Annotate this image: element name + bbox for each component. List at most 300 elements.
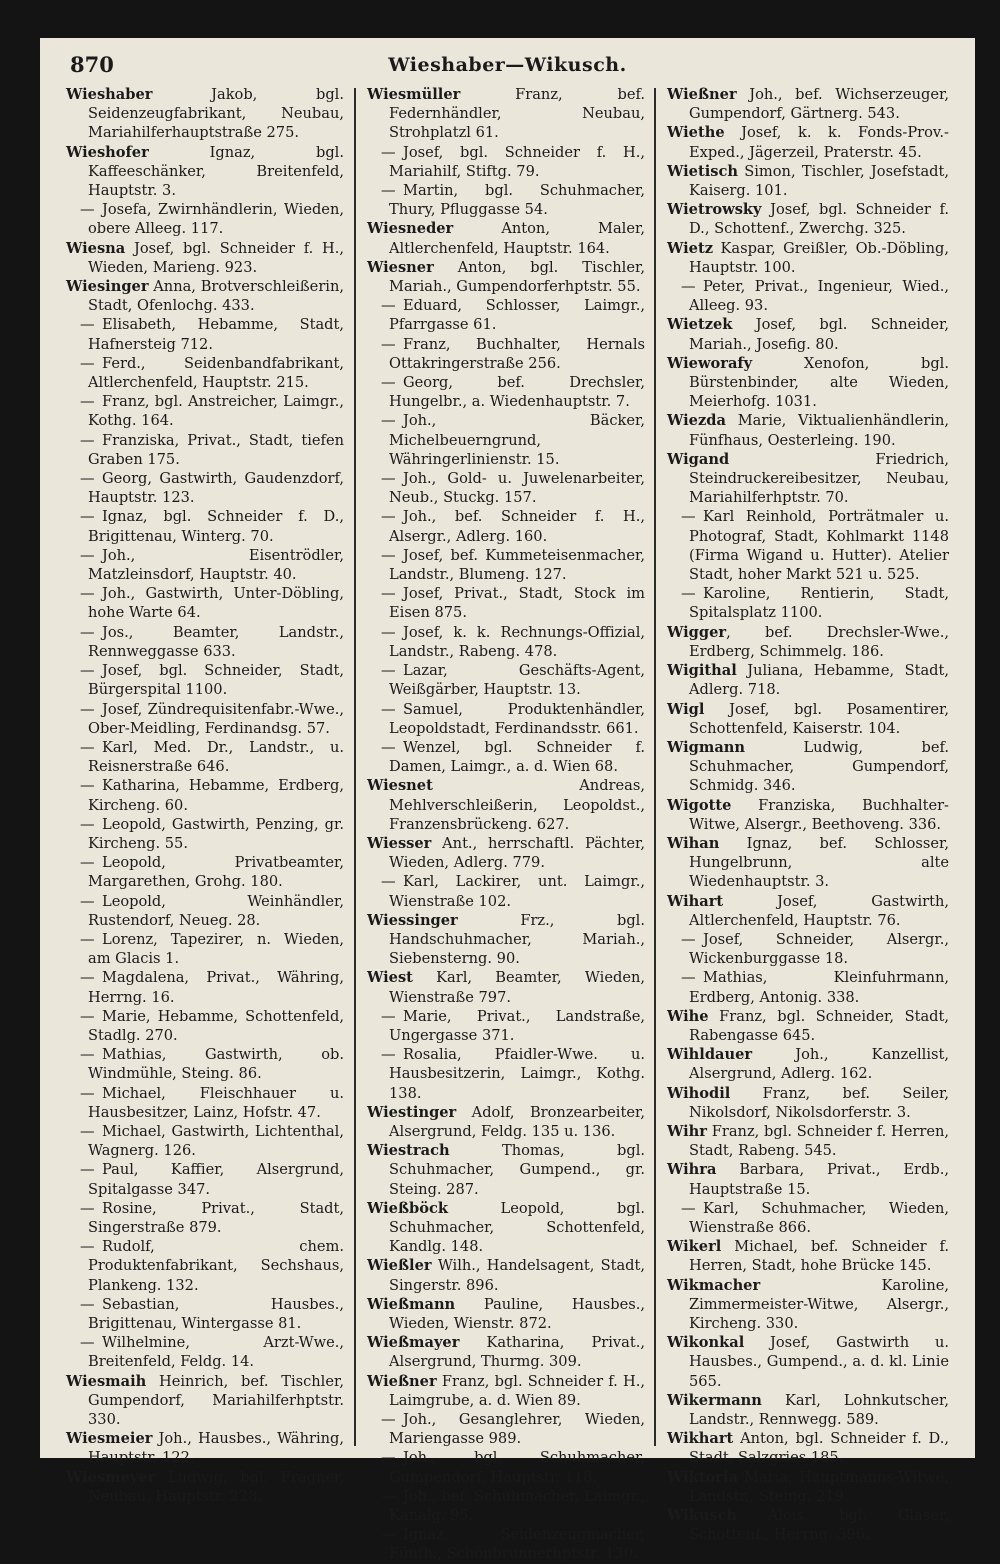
directory-entry [66,239,344,277]
entry-details: Joh., bef. Schneider f. H., Alsergr., Adlerg. 160. [389,508,645,545]
ditto-dash: — [80,393,95,411]
entry-details: Anton, bgl. Schneider f. D., Stadt, Salzgries 185. [689,1430,949,1467]
entry-details: Marie, Privat., Landstraße, Ungergasse 371. [389,1007,645,1044]
entry-surname: Wießner [667,86,737,103]
ditto-dash: — [80,930,95,948]
entry-surname: Wigmann [667,738,745,756]
directory-subentry [66,1122,344,1160]
entry-details: Paul, Kaffier, Alsergrund, Spitalgasse 347. [88,1161,344,1198]
entry-details: Josef, Privat., Stadt, Stock im Eisen 875. [389,585,645,622]
entry-surname: Wieshaber [66,86,153,103]
entry-surname: Wigotte [667,796,732,814]
directory-subentry [367,1525,645,1563]
directory-entry [367,1199,645,1257]
entry-details: Jos., Beamter, Landstr., Rennweggasse 633. [88,623,344,660]
directory-entry [667,123,949,161]
ditto-dash: — [381,1411,396,1429]
entry-surname: Wieshofer [66,143,149,161]
entry-surname: Wiesneder [367,220,454,238]
directory-entry [66,85,344,143]
entry-details: Elisabeth, Hebamme, Stadt, Hafnersteig 712. [88,316,344,353]
directory-entry [66,1372,344,1430]
directory-subentry [66,546,344,584]
entry-surname: Wigithal [667,662,737,680]
entry-surname: Wiesmüller [367,86,461,103]
entry-details: Franz, Buchhalter, Hernals Ottakringerstraße 256. [389,335,645,372]
directory-subentry [667,277,949,315]
entry-details: Joh., Hausbes., Währing, Hauptstr. 122. [88,1430,344,1467]
directory-subentry [667,968,949,1006]
directory-subentry [66,1237,344,1295]
directory-entry [667,623,949,661]
directory-entry [667,738,949,796]
entry-details: Franziska, Privat., Stadt, tiefen Graben 175. [88,431,344,468]
entry-details: Karoline, Rentierin, Stadt, Spitalsplatz 1100. [689,585,949,622]
ditto-dash: — [681,930,696,948]
entry-details: Joh., Kanzellist, Alsergrund, Adlerg. 162. [689,1046,949,1083]
entry-surname: Wihodil [667,1084,731,1102]
ditto-dash: — [80,508,95,526]
directory-subentry [66,700,344,738]
entry-details: Friedrich, Steindruckereibesitzer, Neubau, Mariahilferhptstr. 70. [689,450,949,507]
entry-details: Josef, bgl. Schneider, Mariah., Josefig. 80. [689,316,949,353]
entry-details: Anna, Brotverschleißerin, Stadt, Ofenlochg. 433. [88,278,344,315]
directory-entry [367,1141,645,1199]
entry-details: Joh., Gastwirth, Unter-Döbling, hohe Warte 64. [88,585,344,622]
ditto-dash: — [80,815,95,833]
entry-details: Adolf, Bronzearbeiter, Alsergrund, Feldg. 135 u. 136. [389,1103,645,1140]
directory-entry [667,1007,949,1045]
entry-surname: Wießmayer [367,1334,460,1352]
entry-details: Josef, Gastwirth, Altlerchenfeld, Hauptstr. 76. [689,892,949,929]
entry-details: Xenofon, bgl. Bürstenbinder, alte Wieden, Meierhofg. 1031. [689,354,949,411]
entry-surname: Wihr [667,1122,707,1140]
ditto-dash: — [80,1334,95,1352]
entry-details: Alois, bgl. Glaser, Schottenf., Herrng. 396. [689,1507,949,1544]
directory-entry [667,892,949,930]
entry-details: Jakob, bgl. Seidenzeugfabrikant, Neubau, Mariahilferhauptstraße 275. [88,86,344,142]
directory-subentry [667,584,949,622]
directory-entry [667,700,949,738]
entry-surname: Wiktoria [667,1468,738,1486]
directory-entry [66,1468,344,1506]
entry-surname: Wigger [667,623,727,641]
entry-details: Franz, bgl. Schneider, Stadt, Rabengasse 645. [689,1007,949,1044]
entry-details: Katharina, Privat., Alsergrund, Thurmg. 309. [389,1334,645,1371]
entry-details: Peter, Privat., Ingenieur, Wied., Alleeg. 93. [689,278,949,315]
directory-entry [667,354,949,412]
ditto-dash: — [80,1199,95,1217]
directory-subentry [66,354,344,392]
directory-entry [667,796,949,834]
entry-details: Katharina, Hebamme, Erdberg, Kircheng. 60. [88,777,344,814]
ditto-dash: — [381,470,396,488]
directory-page [40,38,975,1563]
directory-subentry [66,930,344,968]
entry-details: Rosine, Privat., Stadt, Singerstraße 879. [88,1199,344,1236]
directory-entry [367,1372,645,1410]
directory-subentry [367,296,645,334]
entry-details: Franz, bgl. Schneider f. Herren, Stadt, Rabeng. 545. [689,1122,949,1160]
entry-details: Juliana, Hebamme, Stadt, Adlerg. 718. [689,662,949,699]
entry-surname: Wiezda [667,412,726,430]
entry-details: Ferd., Seidenbandfabrikant, Altlerchenfeld, Hauptstr. 215. [88,354,344,392]
entry-details: Josef, bgl. Schneider, Stadt, Bürgerspital 1100. [88,662,344,699]
entry-surname: Wießböck [367,1199,448,1217]
ditto-dash: — [80,738,95,756]
directory-entry [667,1084,949,1122]
directory-subentry [367,584,645,622]
entry-details: Marie, Viktualienhändlerin, Fünfhaus, Oesterleing. 190. [689,412,949,449]
entry-details: Rudolf, chem. Produktenfabrikant, Sechshaus, Plankeng. 132. [88,1238,344,1294]
directory-entry [367,1103,645,1141]
ditto-dash: — [381,662,396,680]
ditto-dash: — [381,1526,396,1544]
entry-details: Karl, Med. Dr., Landstr., u. Reisnerstraße 646. [88,738,344,776]
entry-details: Ludwig, bgl. Fragner, Neubau, Hauptstr. 228. [88,1468,344,1505]
directory-subentry [367,507,645,545]
directory-entry [667,1391,949,1429]
entry-details: Ignaz, bgl. Kaffeeschänker, Breitenfeld, Hauptstr. 3. [88,143,344,200]
directory-entry [667,1429,949,1467]
entry-surname: Wiesmeier [66,1430,153,1448]
entry-surname: Wigl [667,700,705,718]
entry-details: Frz., bgl. Handschuhmacher, Mariah., Siebensterng. 90. [389,911,645,968]
ditto-dash: — [381,623,396,641]
directory-subentry [367,373,645,411]
entry-surname: Wihart [667,892,724,910]
entry-details: Joh., Gold- u. Juwelenarbeiter, Neub., Stuckg. 157. [389,470,645,507]
column-1 [66,85,344,1505]
ditto-dash: — [381,700,396,718]
directory-entry [667,1160,949,1198]
ditto-dash: — [80,354,95,372]
directory-entry [667,1237,949,1275]
entry-details: Leopold, Gastwirth, Penzing, gr. Kircheng. 55. [88,815,344,852]
entry-details: Joh., bef. Wichserzeuger, Gumpendorf, Gärtnerg. 543. [689,86,949,123]
entry-details: Mathias, Kleinfuhrmann, Erdberg, Antonig. 338. [689,969,949,1006]
ditto-dash: — [381,1046,396,1064]
entry-details: Joh., bgl. Schuhmacher, Gumpendorf, Hauptstr. 118. [389,1449,645,1486]
directory-subentry [367,1410,645,1448]
directory-subentry [367,661,645,699]
directory-entry [667,411,949,449]
ditto-dash: — [381,412,396,430]
ditto-dash: — [80,1046,95,1064]
column-2 [367,85,645,1563]
entry-details: Joh., Gesanglehrer, Wieden, Mariengasse 989. [389,1411,645,1448]
entry-surname: Wieworafy [667,354,753,372]
ditto-dash: — [80,1161,95,1179]
directory-entry [667,315,949,353]
ditto-dash: — [381,374,396,392]
directory-subentry [66,584,344,622]
ditto-dash: — [80,662,95,680]
entry-surname: Wiesmaih [66,1372,147,1390]
directory-entry [667,1122,949,1160]
directory-entry [367,911,645,969]
directory-subentry [367,623,645,661]
ditto-dash: — [381,585,396,603]
entry-details: Ludwig, bef. Schuhmacher, Gumpendorf, Schmidg. 346. [689,738,949,795]
entry-details: Lazar, Geschäfts-Agent, Weißgärber, Hauptstr. 13. [389,662,645,699]
ditto-dash: — [381,873,396,891]
entry-surname: Wikerl [667,1238,722,1256]
directory-subentry [66,661,344,699]
entry-details: Leopold, bgl. Schuhmacher, Schottenfeld, Kandlg. 148. [389,1199,645,1256]
entry-details: Kaspar, Greißler, Ob.-Döbling, Hauptstr. 100. [689,239,949,276]
directory-subentry [367,1007,645,1045]
entry-details: Franz, bef. Federnhändler, Neubau, Strohplatzl 61. [389,86,645,142]
ditto-dash: — [681,969,696,987]
entry-details: Simon, Tischler, Josefstadt, Kaiserg. 101. [689,162,949,200]
directory-subentry [66,1084,344,1122]
entry-details: Pauline, Hausbes., Wieden, Wienstr. 872. [389,1295,645,1332]
entry-surname: Wigand [667,450,730,468]
directory-subentry [66,1045,344,1083]
entry-details: Josefa, Zwirnhändlerin, Wieden, obere Alleeg. 117. [88,201,344,238]
page-number: 870 [70,52,114,77]
entry-details: Wenzel, bgl. Schneider f. Damen, Laimgr., a. d. Wien 68. [389,738,645,776]
entry-surname: Wikermann [667,1391,762,1409]
entry-details: Thomas, bgl. Schuhmacher, Gumpend., gr. Steing. 287. [389,1142,645,1198]
directory-subentry [367,411,645,469]
ditto-dash: — [80,470,95,488]
directory-subentry [367,181,645,219]
ditto-dash: — [381,1007,396,1025]
entry-details: Karl, Schuhmacher, Wieden, Wienstraße 866. [689,1199,949,1236]
ditto-dash: — [80,316,95,334]
entry-surname: Wiesmeyer [66,1468,156,1486]
directory-entry [66,277,344,315]
entry-details: Josef, Gastwirth u. Hausbes., Gumpend., a. d. kl. Linie 565. [689,1334,949,1390]
entry-details: Franz, bgl. Anstreicher, Laimgr., Kothg. 164. [88,393,344,430]
entry-details: Franziska, Buchhalter-Witwe, Alsergr., Beethoveng. 336. [689,796,949,833]
page-title: Wieshaber—Wikusch. [388,54,627,76]
ditto-dash: — [80,585,95,603]
directory-subentry [66,315,344,353]
entry-details: Karoline, Zimmermeister-Witwe, Alsergr., Kircheng. 330. [689,1276,949,1332]
entry-details: Ignaz, Seidenzeugmacher, Fünfh., Schönbrunnerhptstr. 130. [389,1526,645,1563]
directory-subentry [367,335,645,373]
directory-subentry [66,968,344,1006]
entry-details: Barbara, Privat., Erdb., Hauptstraße 15. [689,1161,949,1198]
directory-subentry [66,392,344,430]
directory-subentry [367,1448,645,1486]
directory-subentry [667,930,949,968]
ditto-dash: — [80,201,95,219]
entry-surname: Wihldauer [667,1046,753,1064]
directory-entry [367,1295,645,1333]
entry-surname: Wihra [667,1161,717,1179]
directory-subentry [367,469,645,507]
ditto-dash: — [381,508,396,526]
entry-surname: Wikhart [667,1430,734,1448]
directory-subentry [667,1199,949,1237]
entry-surname: Wikonkal [667,1334,745,1352]
entry-surname: Wihan [667,834,720,852]
directory-subentry [66,1007,344,1045]
column-divider [354,88,356,1446]
entry-details: Franz, bef. Seiler, Nikolsdorf, Nikolsdorferstr. 3. [689,1084,949,1121]
directory-subentry [66,1333,344,1371]
entry-details: Samuel, Produktenhändler, Leopoldstadt, Ferdinandsstr. 661. [389,700,645,737]
directory-entry [667,1045,949,1083]
entry-surname: Wiestinger [367,1103,457,1121]
ditto-dash: — [80,892,95,910]
directory-subentry [66,431,344,469]
directory-subentry [66,776,344,814]
entry-details: Karl, Beamter, Wieden, Wienstraße 797. [389,969,645,1006]
entry-details: Magdalena, Privat., Währing, Herrng. 16. [88,969,344,1006]
entry-surname: Wihe [667,1007,709,1025]
entry-details: Franz, bgl. Schneider f. H., Laimgrube, a. d. Wien 89. [389,1372,645,1409]
directory-entry [667,1333,949,1391]
entry-details: Josef, bgl. Schneider f. D., Schottenf., Zwerchg. 325. [689,201,949,238]
directory-subentry [66,1295,344,1333]
column-divider [654,88,656,1446]
entry-details: Sebastian, Hausbes., Brigittenau, Wintergasse 81. [88,1295,344,1332]
entry-surname: Wiesser [367,834,432,852]
entry-details: Heinrich, bef. Tischler, Gumpendorf, Mariahilferhptstr. 330. [88,1372,344,1429]
directory-entry [66,1429,344,1467]
directory-subentry [66,200,344,238]
ditto-dash: — [80,546,95,564]
directory-entry [667,1276,949,1334]
directory-entry [66,143,344,201]
entry-details: Michael, bef. Schneider f. Herren, Stadt, hohe Brücke 145. [689,1238,949,1275]
ditto-dash: — [80,1122,95,1140]
entry-details: Ignaz, bef. Schlosser, Hungelbrunn, alte Wiedenhauptstr. 3. [689,834,949,891]
entry-surname: Wietzek [667,316,733,334]
directory-entry [367,834,645,872]
directory-subentry [367,738,645,776]
ditto-dash: — [381,546,396,564]
directory-entry [667,661,949,699]
entry-details: Josef, bef. Kummeteisenmacher, Landstr., Blumeng. 127. [389,546,645,584]
entry-details: Mathias, Gastwirth, ob. Windmühle, Steing. 86. [88,1046,344,1083]
entry-surname: Wietrowsky [667,201,762,219]
entry-details: Josef, bgl. Schneider f. H., Wieden, Marieng. 923. [88,239,344,276]
ditto-dash: — [681,1199,696,1217]
directory-subentry [367,1487,645,1525]
directory-entry [667,1468,949,1506]
entry-details: Wilhelmine, Arzt-Wwe., Breitenfeld, Feldg. 14. [88,1334,344,1371]
directory-subentry [66,853,344,891]
entry-details: Josef, Zündrequisitenfabr.-Wwe., Ober-Meidling, Ferdinandsg. 57. [88,700,344,737]
directory-entry [367,85,645,143]
directory-subentry [66,892,344,930]
entry-surname: Wiesinger [66,278,149,296]
directory-subentry [66,1199,344,1237]
entry-surname: Wießner [367,1372,437,1390]
entry-details: Leopold, Privatbeamter, Margarethen, Grohg. 180. [88,854,344,891]
entry-surname: Wietz [667,239,713,257]
ditto-dash: — [381,1487,396,1505]
ditto-dash: — [80,700,95,718]
entry-surname: Wiesna [66,239,126,257]
entry-details: Karl, Lohnkutscher, Landstr., Rennwegg. 589. [689,1391,949,1429]
ditto-dash: — [80,854,95,872]
entry-surname: Wiesner [367,258,434,276]
entry-details: Josef, bgl. Posamentirer, Schottenfeld, Kaiserstr. 104. [689,700,949,737]
entry-surname: Wiethe [667,124,725,142]
ditto-dash: — [80,1084,95,1102]
entry-details: Anton, Maler, Altlerchenfeld, Hauptstr. 164. [389,220,645,257]
ditto-dash: — [681,278,696,296]
entry-details: Joh., Bäcker, Michelbeuerngrund, Währingerlinienstr. 15. [389,412,645,468]
directory-subentry [66,623,344,661]
ditto-dash: — [381,297,396,315]
entry-surname: Wiessinger [367,911,458,929]
directory-subentry [66,738,344,776]
entry-details: Ant., herrschaftl. Pächter, Wieden, Adlerg. 779. [389,834,645,872]
entry-details: Georg, Gastwirth, Gaudenzdorf, Hauptstr. 123. [88,470,344,507]
ditto-dash: — [681,585,696,603]
entry-details: Josef, k. k. Fonds-Prov.-Exped., Jägerzeil, Praterstr. 45. [689,124,949,161]
entry-surname: Wietisch [667,162,738,180]
ditto-dash: — [80,1007,95,1025]
entry-details: Wilh., Handelsagent, Stadt, Singerstr. 896. [389,1257,645,1294]
entry-details: Andreas, Mehlverschleißerin, Leopoldst., Franzensbrückeng. 627. [389,777,645,833]
ditto-dash: — [80,1295,95,1313]
column-3 [667,85,949,1544]
entry-details: Georg, bef. Drechsler, Hungelbr., a. Wiedenhauptstr. 7. [389,374,645,411]
directory-entry [667,834,949,892]
entry-surname: Wikusch [667,1507,738,1525]
ditto-dash: — [381,1449,396,1467]
directory-subentry [367,546,645,584]
entry-surname: Wießler [367,1257,432,1275]
entry-surname: Wiesnet [367,777,433,795]
ditto-dash: — [80,777,95,795]
directory-entry [667,239,949,277]
ditto-dash: — [80,431,95,449]
entry-details: Lorenz, Tapezirer, n. Wieden, am Glacis 1. [88,930,344,968]
entry-details: Josef, Schneider, Alsergr., Wickenburggasse 18. [689,930,949,968]
directory-entry [667,85,949,123]
directory-subentry [367,1045,645,1103]
entry-surname: Wießmann [367,1295,456,1313]
ditto-dash: — [381,143,396,161]
entry-details: Anton, bgl. Tischler, Mariah., Gumpendorferhptstr. 55. [389,258,645,296]
directory-entry [367,258,645,296]
entry-details: Martin, bgl. Schuhmacher, Thury, Pfluggasse 54. [389,182,645,219]
ditto-dash: — [80,969,95,987]
directory-entry [367,968,645,1006]
entry-details: Karl, Lackirer, unt. Laimgr., Wienstraße 102. [389,873,645,910]
ditto-dash: — [381,182,396,200]
entry-details: Michael, Gastwirth, Lichtenthal, Wagnerg. 126. [88,1122,344,1160]
ditto-dash: — [381,738,396,756]
directory-entry [667,450,949,508]
directory-entry [367,776,645,834]
entry-details: Ignaz, bgl. Schneider f. D., Brigittenau, Winterg. 70. [88,508,344,545]
ditto-dash: — [80,1238,95,1256]
entry-details: Leopold, Weinhändler, Rustendorf, Neueg. 28. [88,892,344,929]
directory-entry [367,1256,645,1294]
entry-details: Josef, bgl. Schneider f. H., Mariahilf, Stiftg. 79. [389,143,645,180]
directory-subentry [66,469,344,507]
directory-subentry [66,815,344,853]
entry-details: Joh., Eisentrödler, Matzleinsdorf, Hauptstr. 40. [88,546,344,584]
entry-details: , bef. Drechsler-Wwe., Erdberg, Schimmelg. 186. [689,623,949,660]
ditto-dash: — [381,335,396,353]
ditto-dash: — [80,623,95,641]
directory-entry [667,1506,949,1544]
entry-details: Michael, Fleischhauer u. Hausbesitzer, Lainz, Hofstr. 47. [88,1084,344,1121]
page-header [40,46,975,82]
